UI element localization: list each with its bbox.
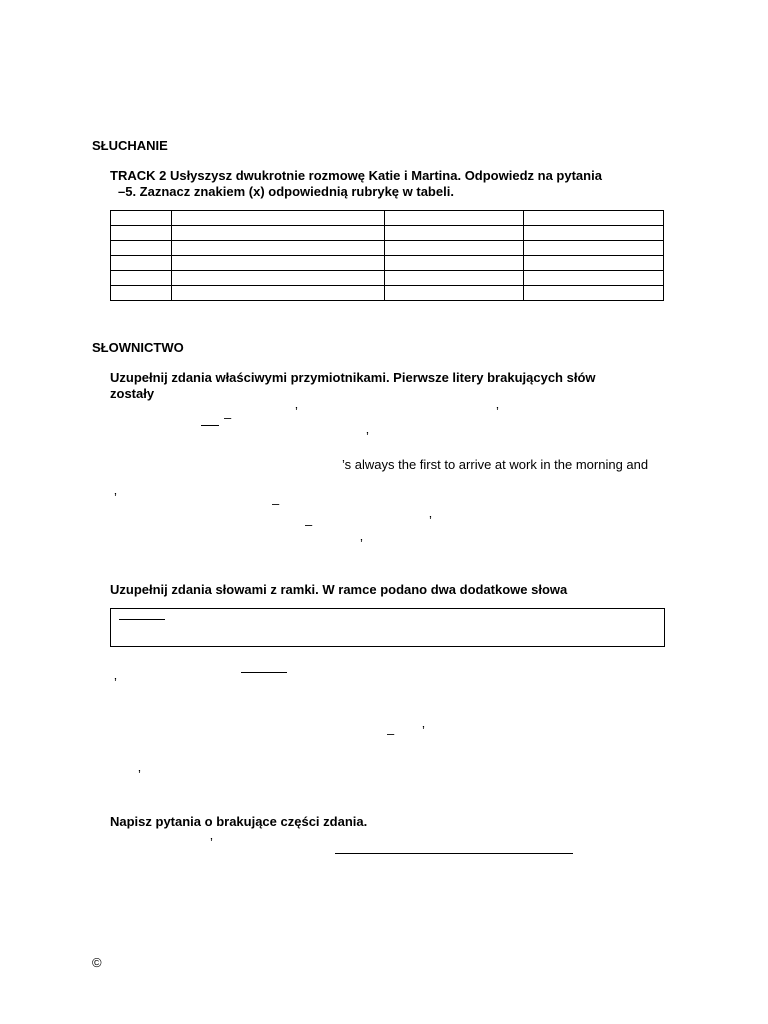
table-cell[interactable]: [524, 256, 664, 271]
apostrophe-mark: ’: [210, 835, 213, 850]
crossed-out-word-line: [119, 619, 165, 620]
apostrophe-mark: ’: [114, 490, 117, 505]
vocabulary-task2-instruction: Uzupełnij zdania słowami z ramki. W ramce podano dwa dodatkowe słowa: [110, 582, 568, 597]
dash-mark: –: [305, 517, 313, 532]
table-cell[interactable]: [111, 211, 172, 226]
section-heading-listening: SŁUCHANIE: [92, 138, 168, 153]
table-cell[interactable]: [172, 226, 385, 241]
apostrophe-mark: ’: [422, 723, 425, 738]
example-answer-underline: [241, 672, 287, 673]
vocabulary-task3-instruction: Napisz pytania o brakujące części zdania.: [110, 814, 368, 829]
apostrophe-mark: ’: [114, 675, 117, 690]
table-cell[interactable]: [524, 226, 664, 241]
table-cell[interactable]: [172, 286, 385, 301]
table-cell[interactable]: [385, 211, 524, 226]
listening-instruction-line2: –5. Zaznacz znakiem (x) odpowiednią rubrykę w tabeli.: [118, 184, 454, 199]
apostrophe-mark: ’: [138, 767, 141, 782]
apostrophe-mark: ’: [429, 513, 432, 528]
table-row: [111, 256, 664, 271]
table-cell[interactable]: [172, 271, 385, 286]
table-cell[interactable]: [385, 286, 524, 301]
apostrophe-mark: ’: [496, 404, 499, 419]
table-cell[interactable]: [111, 271, 172, 286]
word-box: [110, 608, 665, 647]
table-cell[interactable]: [111, 256, 172, 271]
table-cell[interactable]: [172, 256, 385, 271]
table-cell[interactable]: [172, 241, 385, 256]
dash-mark: –: [224, 410, 232, 425]
answer-table: [110, 210, 664, 301]
dash-mark: –: [272, 496, 280, 511]
table-row: [111, 211, 664, 226]
table-cell[interactable]: [111, 226, 172, 241]
apostrophe-mark: ’: [360, 536, 363, 551]
table-cell[interactable]: [524, 286, 664, 301]
table-cell[interactable]: [172, 211, 385, 226]
dash-mark: –: [387, 726, 395, 741]
table-row: [111, 241, 664, 256]
table-cell[interactable]: [111, 241, 172, 256]
answer-blank[interactable]: [201, 425, 219, 426]
table-cell[interactable]: [385, 256, 524, 271]
table-cell[interactable]: [111, 286, 172, 301]
table-row: [111, 271, 664, 286]
table-row: [111, 226, 664, 241]
table-row: [111, 286, 664, 301]
table-cell[interactable]: [524, 271, 664, 286]
answer-line[interactable]: [335, 853, 573, 854]
table-cell[interactable]: [524, 241, 664, 256]
sentence-fragment: ’s always the first to arrive at work in the morning and: [342, 457, 649, 472]
section-heading-vocabulary: SŁOWNICTWO: [92, 340, 184, 355]
table-cell[interactable]: [385, 226, 524, 241]
apostrophe-mark: ’: [295, 404, 298, 419]
table-cell[interactable]: [385, 271, 524, 286]
copyright-symbol: ©: [92, 955, 102, 970]
vocabulary-task1-instruction-line2: zostały: [110, 386, 155, 401]
listening-instruction-line1: TRACK 2 Usłyszysz dwukrotnie rozmowę Katie i Martina. Odpowiedz na pytania: [110, 168, 602, 183]
table-cell[interactable]: [524, 211, 664, 226]
vocabulary-task1-instruction-line1: Uzupełnij zdania właściwymi przymiotnikami. Pierwsze litery brakujących słów: [110, 370, 596, 385]
table-cell[interactable]: [385, 241, 524, 256]
apostrophe-mark: ’: [366, 429, 369, 444]
